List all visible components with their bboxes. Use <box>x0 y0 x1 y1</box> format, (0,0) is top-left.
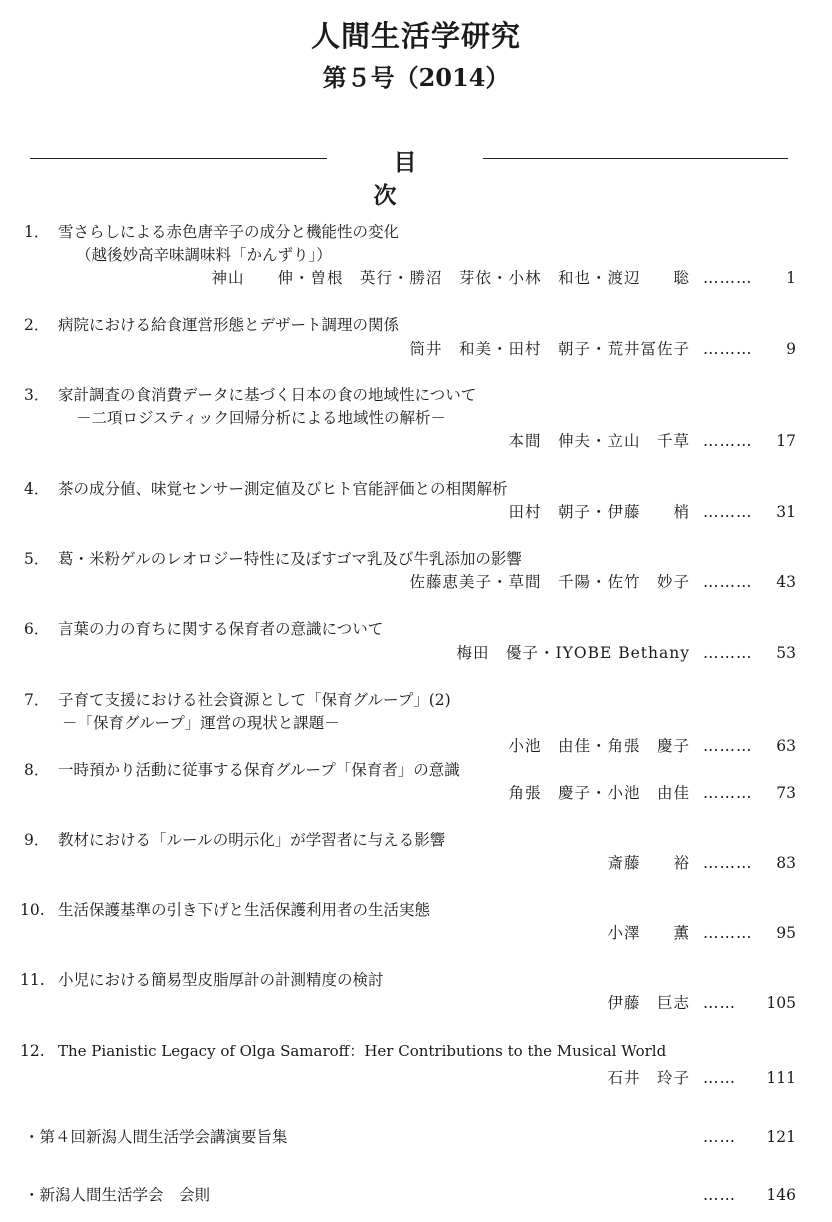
entry-title[interactable]: 茶の成分値、味覚センサー測定値及びヒト官能評価との相関解析 <box>58 480 508 498</box>
heading-rule-right <box>483 158 788 159</box>
entry-page: 1 <box>786 269 796 287</box>
leader-dots: ……… <box>703 269 753 287</box>
extra-title[interactable]: ・第４回新潟人間生活学会講演要旨集 <box>24 1128 288 1146</box>
entry-authors: 本間 伸夫・立山 千草 <box>508 432 690 450</box>
entry-number: 1． <box>24 223 50 241</box>
entry-page: 43 <box>776 573 796 591</box>
entry-number: 9． <box>24 831 50 849</box>
toc-heading <box>30 144 790 209</box>
entry-authors: 小澤 薫 <box>607 924 690 942</box>
entry-number: 7． <box>24 691 50 709</box>
leader-dots: ……… <box>703 340 753 358</box>
entry-number: 12. <box>20 1042 45 1060</box>
leader-dots: ……… <box>703 644 753 662</box>
entry-subtitle: －二項ロジスティック回帰分析による地域性の解析－ <box>76 409 446 427</box>
entry-title[interactable]: 家計調査の食消費データに基づく日本の食の地域性について <box>58 386 477 404</box>
entry-authors: 小池 由佳・角張 慶子 <box>508 737 690 755</box>
entry-page: 9 <box>786 340 796 358</box>
entry-number: 11. <box>20 971 45 989</box>
entry-number: 2． <box>24 316 50 334</box>
entry-subtitle: －「保育グループ」運営の現状と課題－ <box>62 714 340 732</box>
entry-number: 10. <box>20 901 45 919</box>
leader-dots: ……… <box>703 784 753 802</box>
entry-authors: 田村 朝子・伊藤 梢 <box>508 503 690 521</box>
toc-label: 目次 <box>373 150 457 209</box>
leader-dots: …… <box>703 994 736 1012</box>
entry-title[interactable]: 子育て支援における社会資源として「保育グループ」(2) <box>58 691 451 709</box>
leader-dots: ……… <box>703 432 753 450</box>
entry-title[interactable]: 言葉の力の育ちに関する保育者の意識について <box>58 620 384 638</box>
entry-title[interactable]: 一時預かり活動に従事する保育グループ「保育者」の意識 <box>58 761 460 779</box>
entry-page: 95 <box>776 924 796 942</box>
leader-dots: ……… <box>703 573 753 591</box>
entry-title[interactable]: 教材における「ルールの明示化」が学習者に与える影響 <box>58 831 446 849</box>
entry-page: 63 <box>776 737 796 755</box>
entry-page: 111 <box>766 1069 796 1087</box>
entry-title[interactable]: 雪さらしによる赤色唐辛子の成分と機能性の変化 <box>58 223 400 241</box>
entry-authors: 斎藤 裕 <box>607 854 690 872</box>
extra-page: 146 <box>766 1186 796 1204</box>
entry-page: 31 <box>776 503 796 521</box>
leader-dots: ……… <box>703 854 753 872</box>
entry-number: 5． <box>24 550 50 568</box>
entry-authors: 石井 玲子 <box>607 1069 690 1087</box>
entry-page: 53 <box>776 644 796 662</box>
leader-dots: …… <box>703 1128 736 1146</box>
journal-title: 人間生活学研究 <box>310 19 521 53</box>
entry-number: 6． <box>24 620 50 638</box>
entry-page: 17 <box>776 432 796 450</box>
entry-authors: 伊藤 巨志 <box>607 994 690 1012</box>
entry-title[interactable]: 生活保護基準の引き下げと生活保護利用者の生活実態 <box>58 901 431 919</box>
entry-authors: 佐藤恵美子・草間 千陽・佐竹 妙子 <box>409 573 690 591</box>
entry-title[interactable]: 葛・米粉ゲルのレオロジー特性に及ぼすゴマ乳及び牛乳添加の影響 <box>58 550 522 568</box>
entry-number: 8． <box>24 761 50 779</box>
entry-number: 3． <box>24 386 50 404</box>
entry-authors: 角張 慶子・小池 由佳 <box>508 784 690 802</box>
entry-authors: 神山 伸・曽根 英行・勝沼 芽依・小林 和也・渡辺 聡 <box>211 269 690 287</box>
extra-title[interactable]: ・新潟人間生活学会 会則 <box>24 1186 211 1204</box>
extra-page: 121 <box>766 1128 796 1146</box>
entry-title[interactable]: The Pianistic Legacy of Olga Samaroff：Her Contributions to the Musical World <box>58 1042 667 1060</box>
entry-title[interactable]: 病院における給食運営形態とデザート調理の関係 <box>58 316 400 334</box>
entry-authors: 筒井 和美・田村 朝子・荒井冨佐子 <box>409 340 690 358</box>
leader-dots: ……… <box>703 737 753 755</box>
entry-subtitle: （越後妙高辛味調味料「かんずり」） <box>76 246 332 264</box>
entry-page: 105 <box>766 994 796 1012</box>
entry-number: 4． <box>24 480 50 498</box>
entry-page: 83 <box>776 854 796 872</box>
heading-rule-left <box>30 158 327 159</box>
leader-dots: ……… <box>703 924 753 942</box>
entry-page: 73 <box>776 784 796 802</box>
leader-dots: …… <box>703 1069 736 1087</box>
leader-dots: …… <box>703 1186 736 1204</box>
entry-title[interactable]: 小児における簡易型皮脂厚計の計測精度の検討 <box>58 971 384 989</box>
entry-authors: 梅田 優子・IYOBE Bethany <box>456 644 690 662</box>
leader-dots: ……… <box>703 503 753 521</box>
issue-number: 第５号（2014） <box>322 63 510 92</box>
